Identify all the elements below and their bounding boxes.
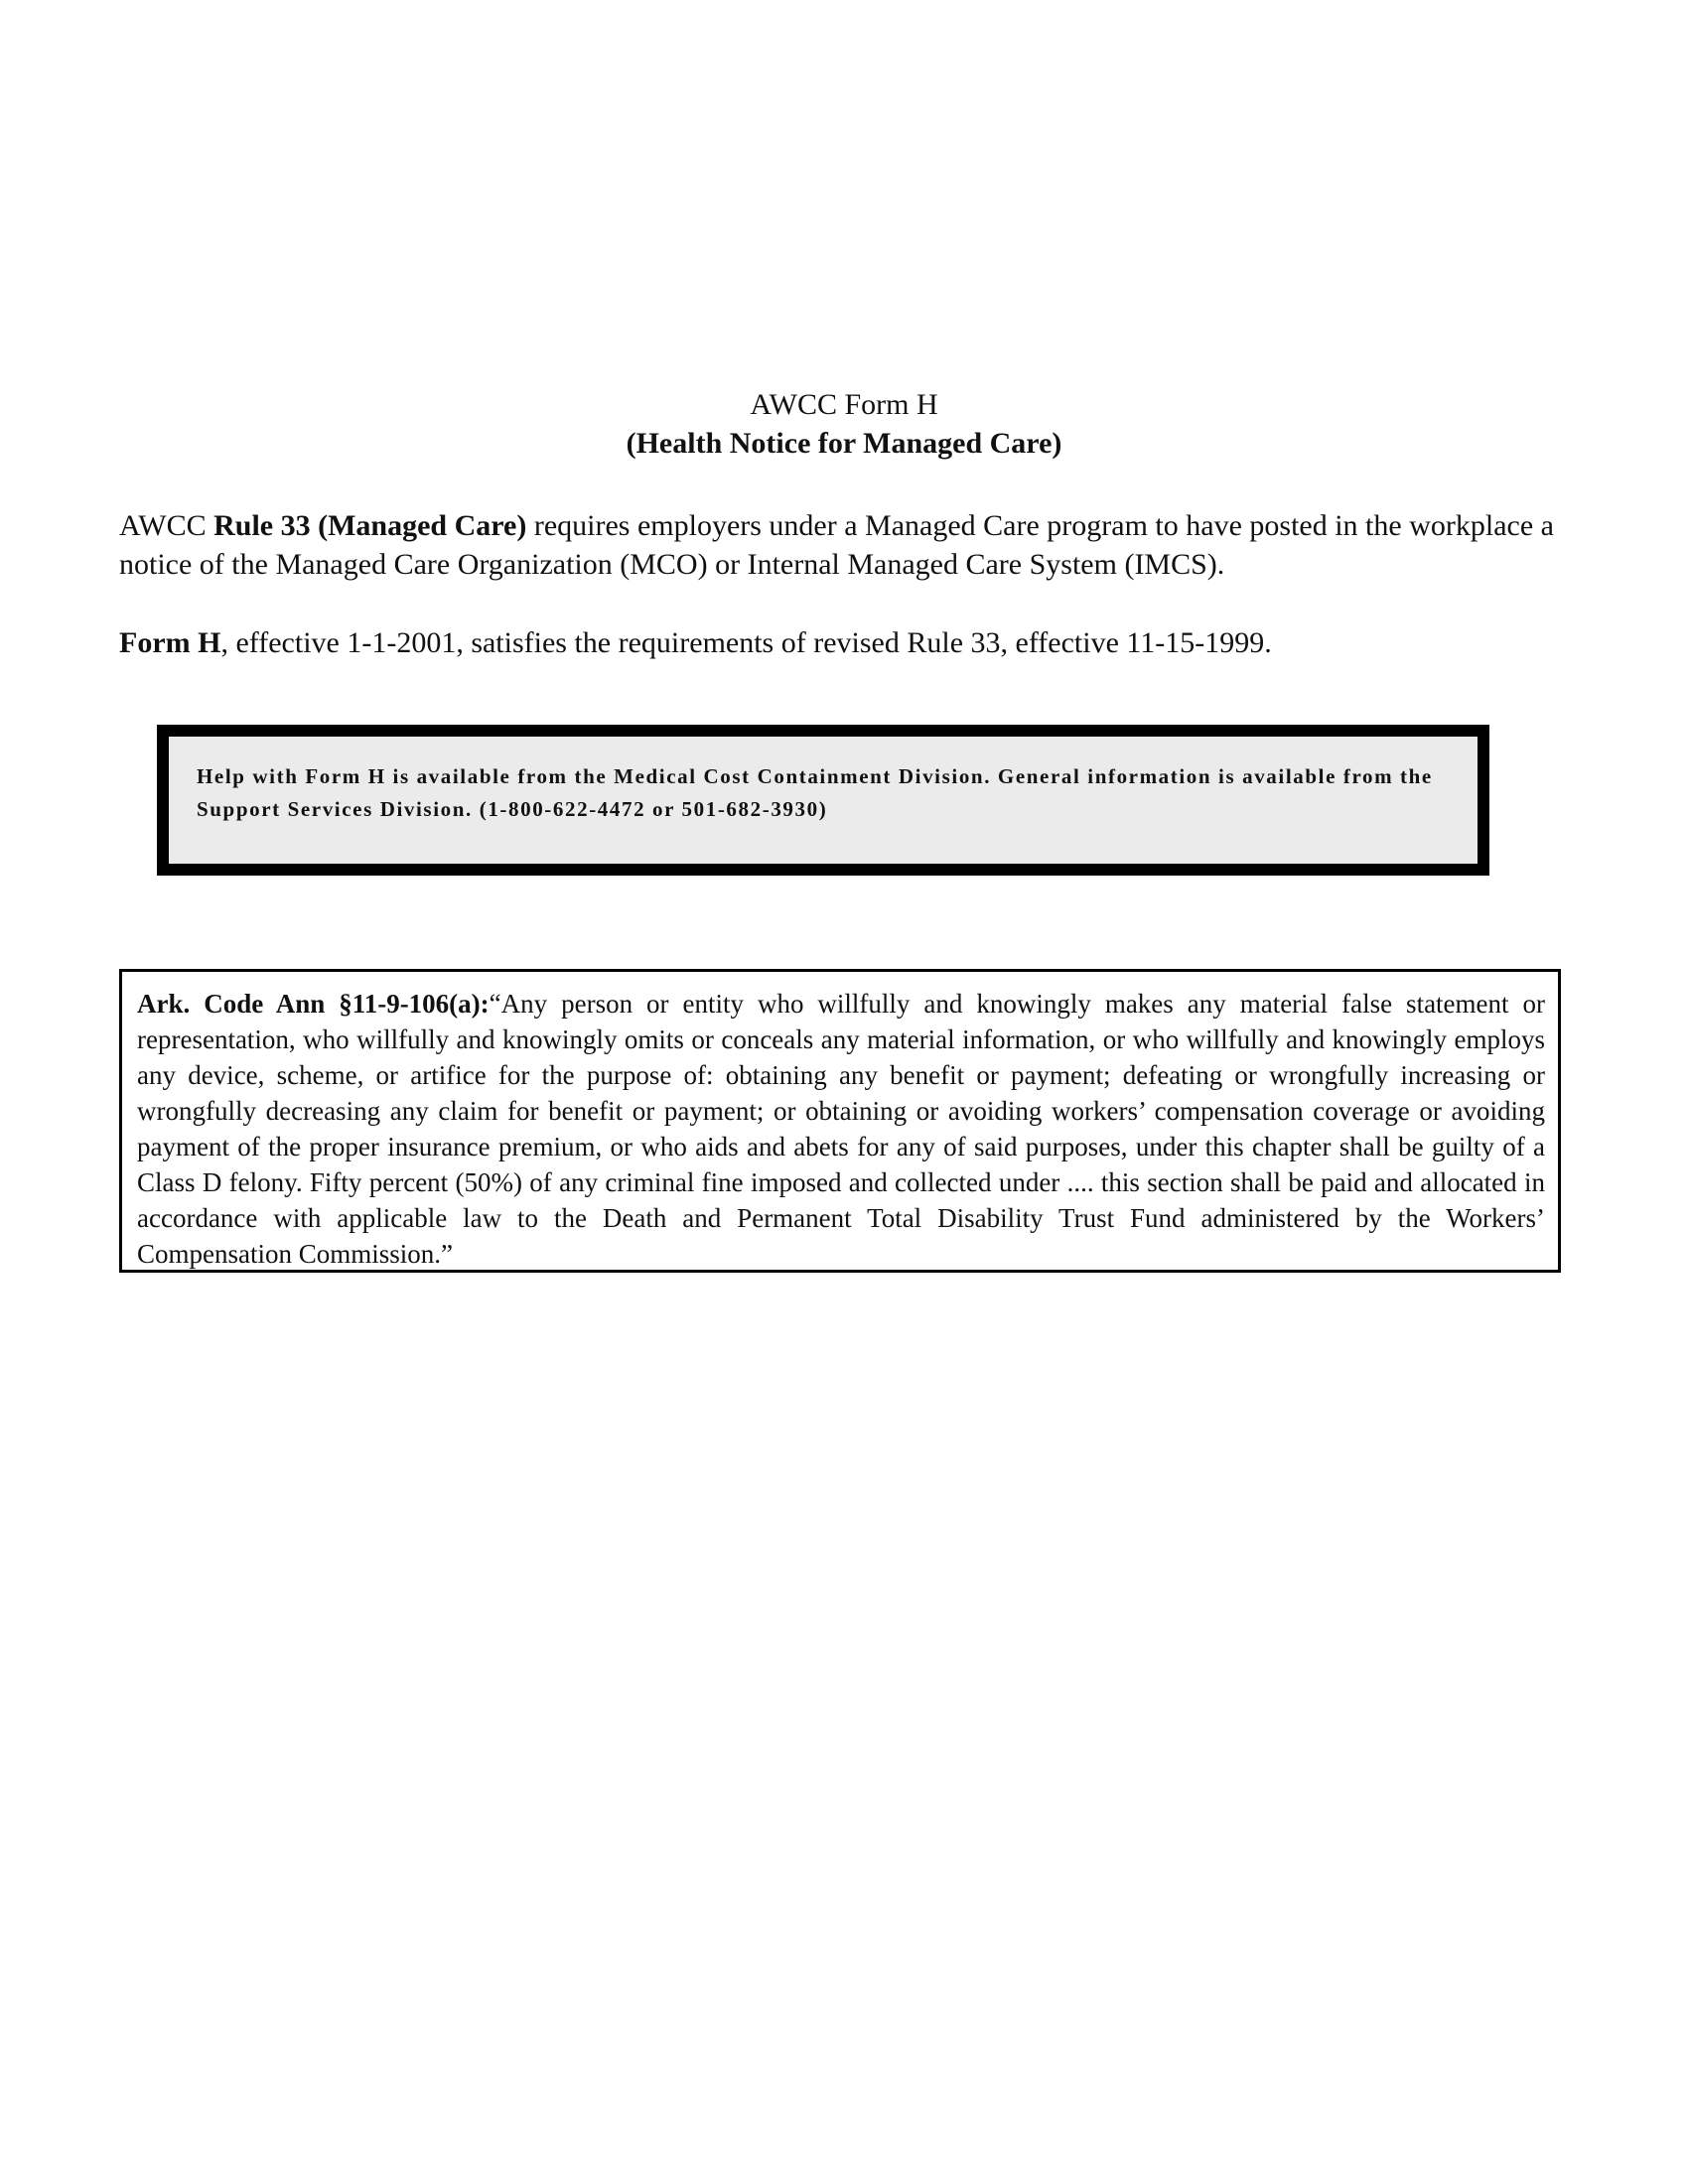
intro-body: requires employers under a Managed Care program to have posted in the workplace a notice of the Managed Care Organization (MCO) or Internal Managed Care System (IMCS). xyxy=(119,509,1554,581)
intro-prefix: AWCC xyxy=(119,509,214,542)
form-title: AWCC Form H xyxy=(750,388,938,421)
effective-paragraph xyxy=(119,623,1569,662)
effective-body: , effective 1-1-2001, satisfies the requirements of revised Rule 33, effective 11-15-1999. xyxy=(220,626,1272,659)
form-label: Form H xyxy=(119,626,221,659)
form-subtitle: (Health Notice for Managed Care) xyxy=(626,427,1062,460)
title-block xyxy=(0,385,1688,463)
statute-notice-box xyxy=(119,969,1561,1273)
help-notice-text: Help with Form H is available from the Medical Cost Containment Division. General information is available from the Support Services Division. (1-800-622-4472 or 501-682-3930) xyxy=(197,764,1433,821)
statute-text: “Any person or entity who willfully and knowingly makes any material false statement or representation, who willfully and knowingly omits or conceals any material information, or who willfully and knowingly employs any device, scheme, or artifice for the purpose of: obtaining any benefit or payment; defeating or wrongfully increasing or wrongfully decreasing any claim for benefit or payment; or obtaining or avoiding workers’ compensation coverage or avoiding payment of the proper insurance premium, or who aids and abets for any of said purposes, under this chapter shall be guilty of a Class D felony. Fifty percent (50%) of any criminal fine imposed and collected under .... this section shall be paid and allocated in accordance with applicable law to the Death and Permanent Total Disability Trust Fund administered by the Workers’ Compensation Commission.” xyxy=(137,989,1545,1269)
intro-paragraph xyxy=(119,506,1569,584)
help-notice-box xyxy=(157,725,1489,876)
statute-paragraph xyxy=(137,986,1545,1272)
rule-label: Rule 33 xyxy=(213,509,311,542)
intro-space xyxy=(311,509,319,542)
topic-label: (Managed Care) xyxy=(318,509,527,542)
statute-citation: Ark. Code Ann §11-9-106(a): xyxy=(137,989,490,1019)
